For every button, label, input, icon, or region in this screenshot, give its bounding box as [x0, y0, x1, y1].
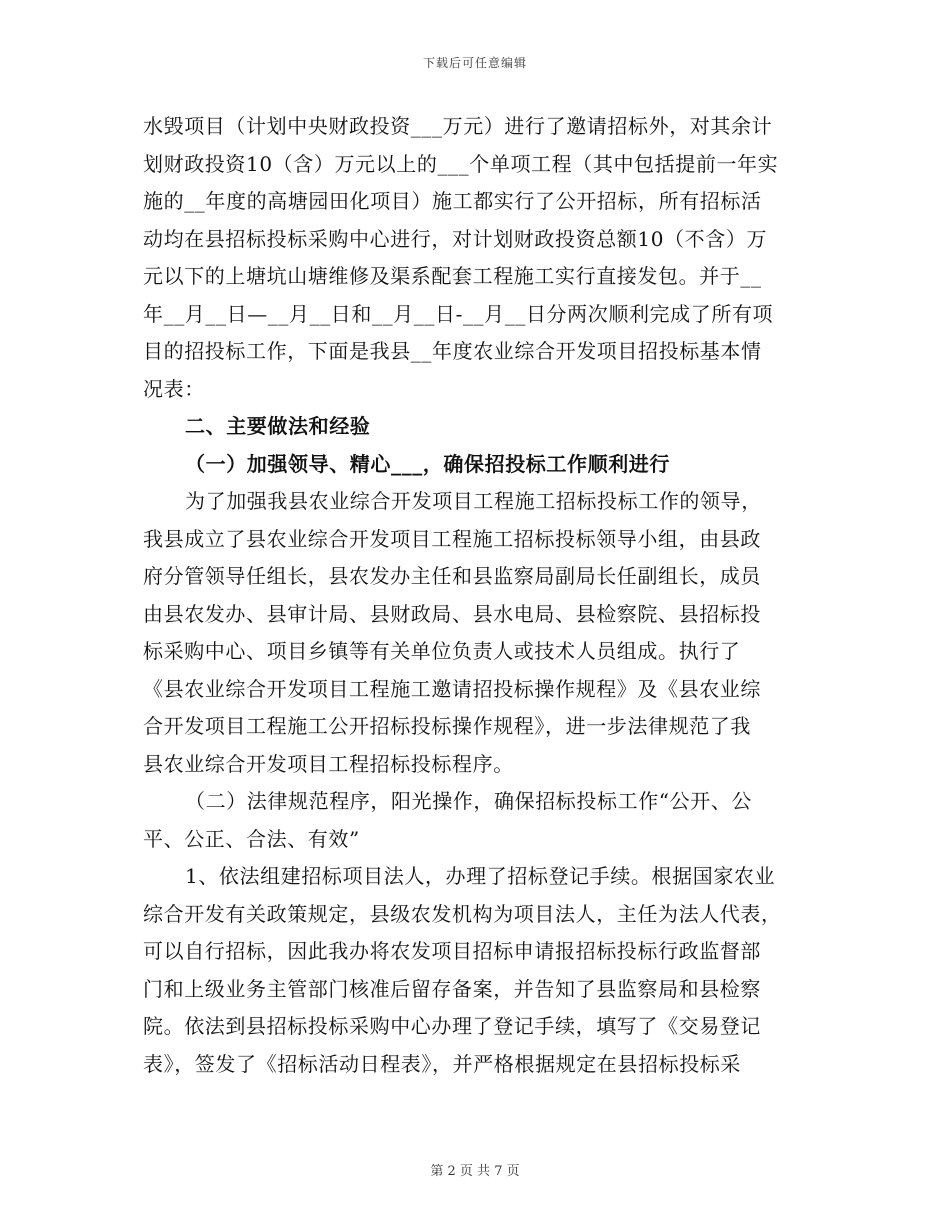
- paragraph-line: 《县农业综合开发项目工程施工邀请招投标操作规程》及《县农业综: [143, 676, 761, 701]
- paragraph-line: 可以自行招标，因此我办将农发项目招标申请报招标投标行政监督部: [143, 939, 761, 963]
- paragraph-line: 表》，签发了《招标活动日程表》，并严格根据规定在县招标投标采: [143, 1051, 741, 1076]
- paragraph-line: 标采购中心、项目乡镇等有关单位负责人或技术人员组成。执行了: [143, 639, 741, 663]
- subsection-heading: （一）加强领导、精心___，确保招投标工作顺利进行: [185, 451, 670, 476]
- paragraph-line: 1、依法组建招标项目法人，办理了招标登记手续。根据国家农业: [185, 864, 776, 888]
- paragraph-line: 县农业综合开发项目工程招标投标程序。: [143, 751, 514, 776]
- page-header: 下载后可任意编辑: [422, 56, 527, 70]
- document-body: [143, 108, 811, 1083]
- paragraph-line: 况表：: [143, 376, 205, 401]
- paragraph-line: 我县成立了县农业综合开发项目工程施工招标投标领导小组，由县政: [143, 526, 761, 551]
- paragraph-line: 划财政投资10（含）万元以上的___个单项工程（其中包括提前一年实: [143, 151, 779, 176]
- paragraph-line: 由县农发办、县审计局、县财政局、县水电局、县检察院、县招标投: [143, 601, 761, 626]
- paragraph-line: 元以下的上塘坑山塘维修及渠系配套工程施工实行直接发包。并于__: [143, 264, 762, 288]
- paragraph-line: 合开发项目工程施工公开招标投标操作规程》，进一步法律规范了我: [143, 714, 751, 738]
- paragraph-line: 综合开发有关政策规定，县级农发机构为项目法人，主任为法人代表，: [143, 901, 782, 926]
- section-heading: 二、主要做法和经验: [185, 414, 371, 438]
- paragraph-line: 施的__年度的高塘园田化项目）施工都实行了公开招标，所有招标活: [143, 189, 762, 213]
- paragraph-line: 水毁项目（计划中央财政投资___万元）进行了邀请招标外，对其余计: [143, 114, 773, 138]
- paragraph-line: 年__月__日—__月__日和__月__日-__月__日分两次顺利完成了所有项: [143, 301, 774, 326]
- paragraph-line: 平、公正、合法、有效”: [143, 826, 360, 851]
- paragraph-line: 目的招投标工作，下面是我县__年度农业综合开发项目招投标基本情: [143, 339, 762, 363]
- paragraph-line: 门和上级业务主管部门核准后留存备案，并告知了县监察局和县检察: [143, 976, 761, 1001]
- subsection-heading: （二）法律规范程序，阳光操作，确保招标投标工作“公开、公: [185, 789, 753, 813]
- page-footer: 第 2 页 共 7 页: [430, 1164, 520, 1179]
- paragraph-line: 府分管领导任组长，县农发办主任和县监察局副局长任副组长，成员: [143, 564, 761, 588]
- paragraph-line: 动均在县招标投标采购中心进行，对计划财政投资总额10（不含）万: [143, 226, 768, 251]
- paragraph-line: 为了加强我县农业综合开发项目工程施工招标投标工作的领导，: [185, 489, 762, 513]
- paragraph-line: 院。依法到县招标投标采购中心办理了登记手续，填写了《交易登记: [143, 1014, 761, 1038]
